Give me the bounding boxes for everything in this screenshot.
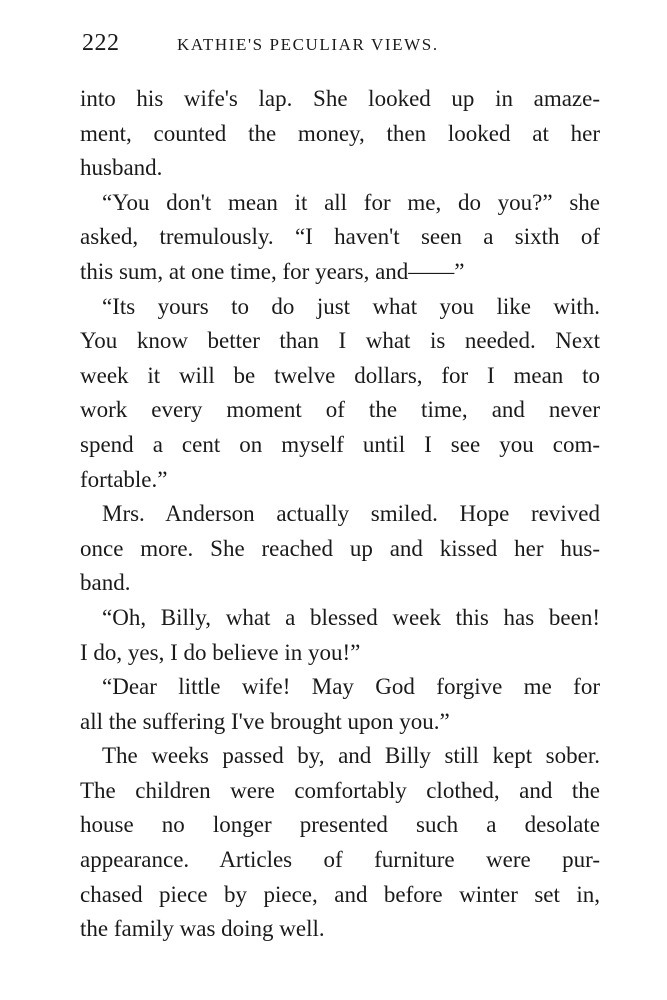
text-line: husband. [80,155,163,181]
text-line: week it will be twelve dollars, for I mean to [80,362,600,388]
text-line: house no longer presented such a desolate [80,812,600,838]
text-line: into his wife's lap. She looked up in amaze- [80,86,600,111]
paragraph-4 [80,497,600,601]
text-line: band. [80,570,131,596]
page-header [82,30,617,66]
text-line: “Oh, Billy, what a blessed week this has been! [102,604,600,630]
text-line: “Dear little wife! May God forgive me for [102,674,600,700]
paragraph-5 [80,601,600,670]
text-line: Mrs. Anderson actually smiled. Hope revived [102,501,600,527]
text-line: The children were comfortably clothed, and the [80,777,600,803]
text-line: fortable.” [80,466,168,492]
text-line: “You don't mean it all for me, do you?” she [102,189,600,215]
text-line: work every moment of the time, and never [80,397,600,423]
text-line: spend a cent on myself until I see you com- [80,431,600,457]
paragraph-1 [80,82,600,186]
paragraph-7 [80,739,600,947]
text-line: I do, yes, I do believe in you!” [80,639,361,665]
text-line: The weeks passed by, and Billy still kept sober. [102,743,600,769]
text-line: ment, counted the money, then looked at her [80,120,600,146]
text-line: asked, tremulously. “I haven't seen a sixth of [80,224,600,250]
text-line: appearance. Articles of furniture were pur- [80,847,600,873]
page-number: 222 [82,30,120,56]
body-text [80,82,600,947]
paragraph-6 [80,670,600,739]
text-line: the family was doing well. [80,916,325,942]
text-line: “Its yours to do just what you like with. [102,293,600,319]
text-line: once more. She reached up and kissed her hus- [80,535,600,561]
text-line: chased piece by piece, and before winter set in, [80,881,600,907]
paragraph-3 [80,290,600,498]
text-line: You know better than I what is needed. Next [80,328,600,354]
paragraph-2 [80,186,600,290]
running-title: KATHIE'S PECULIAR VIEWS. [177,35,439,54]
text-line: this sum, at one time, for years, and——” [80,258,465,284]
text-line: all the suffering I've brought upon you.” [80,708,450,734]
